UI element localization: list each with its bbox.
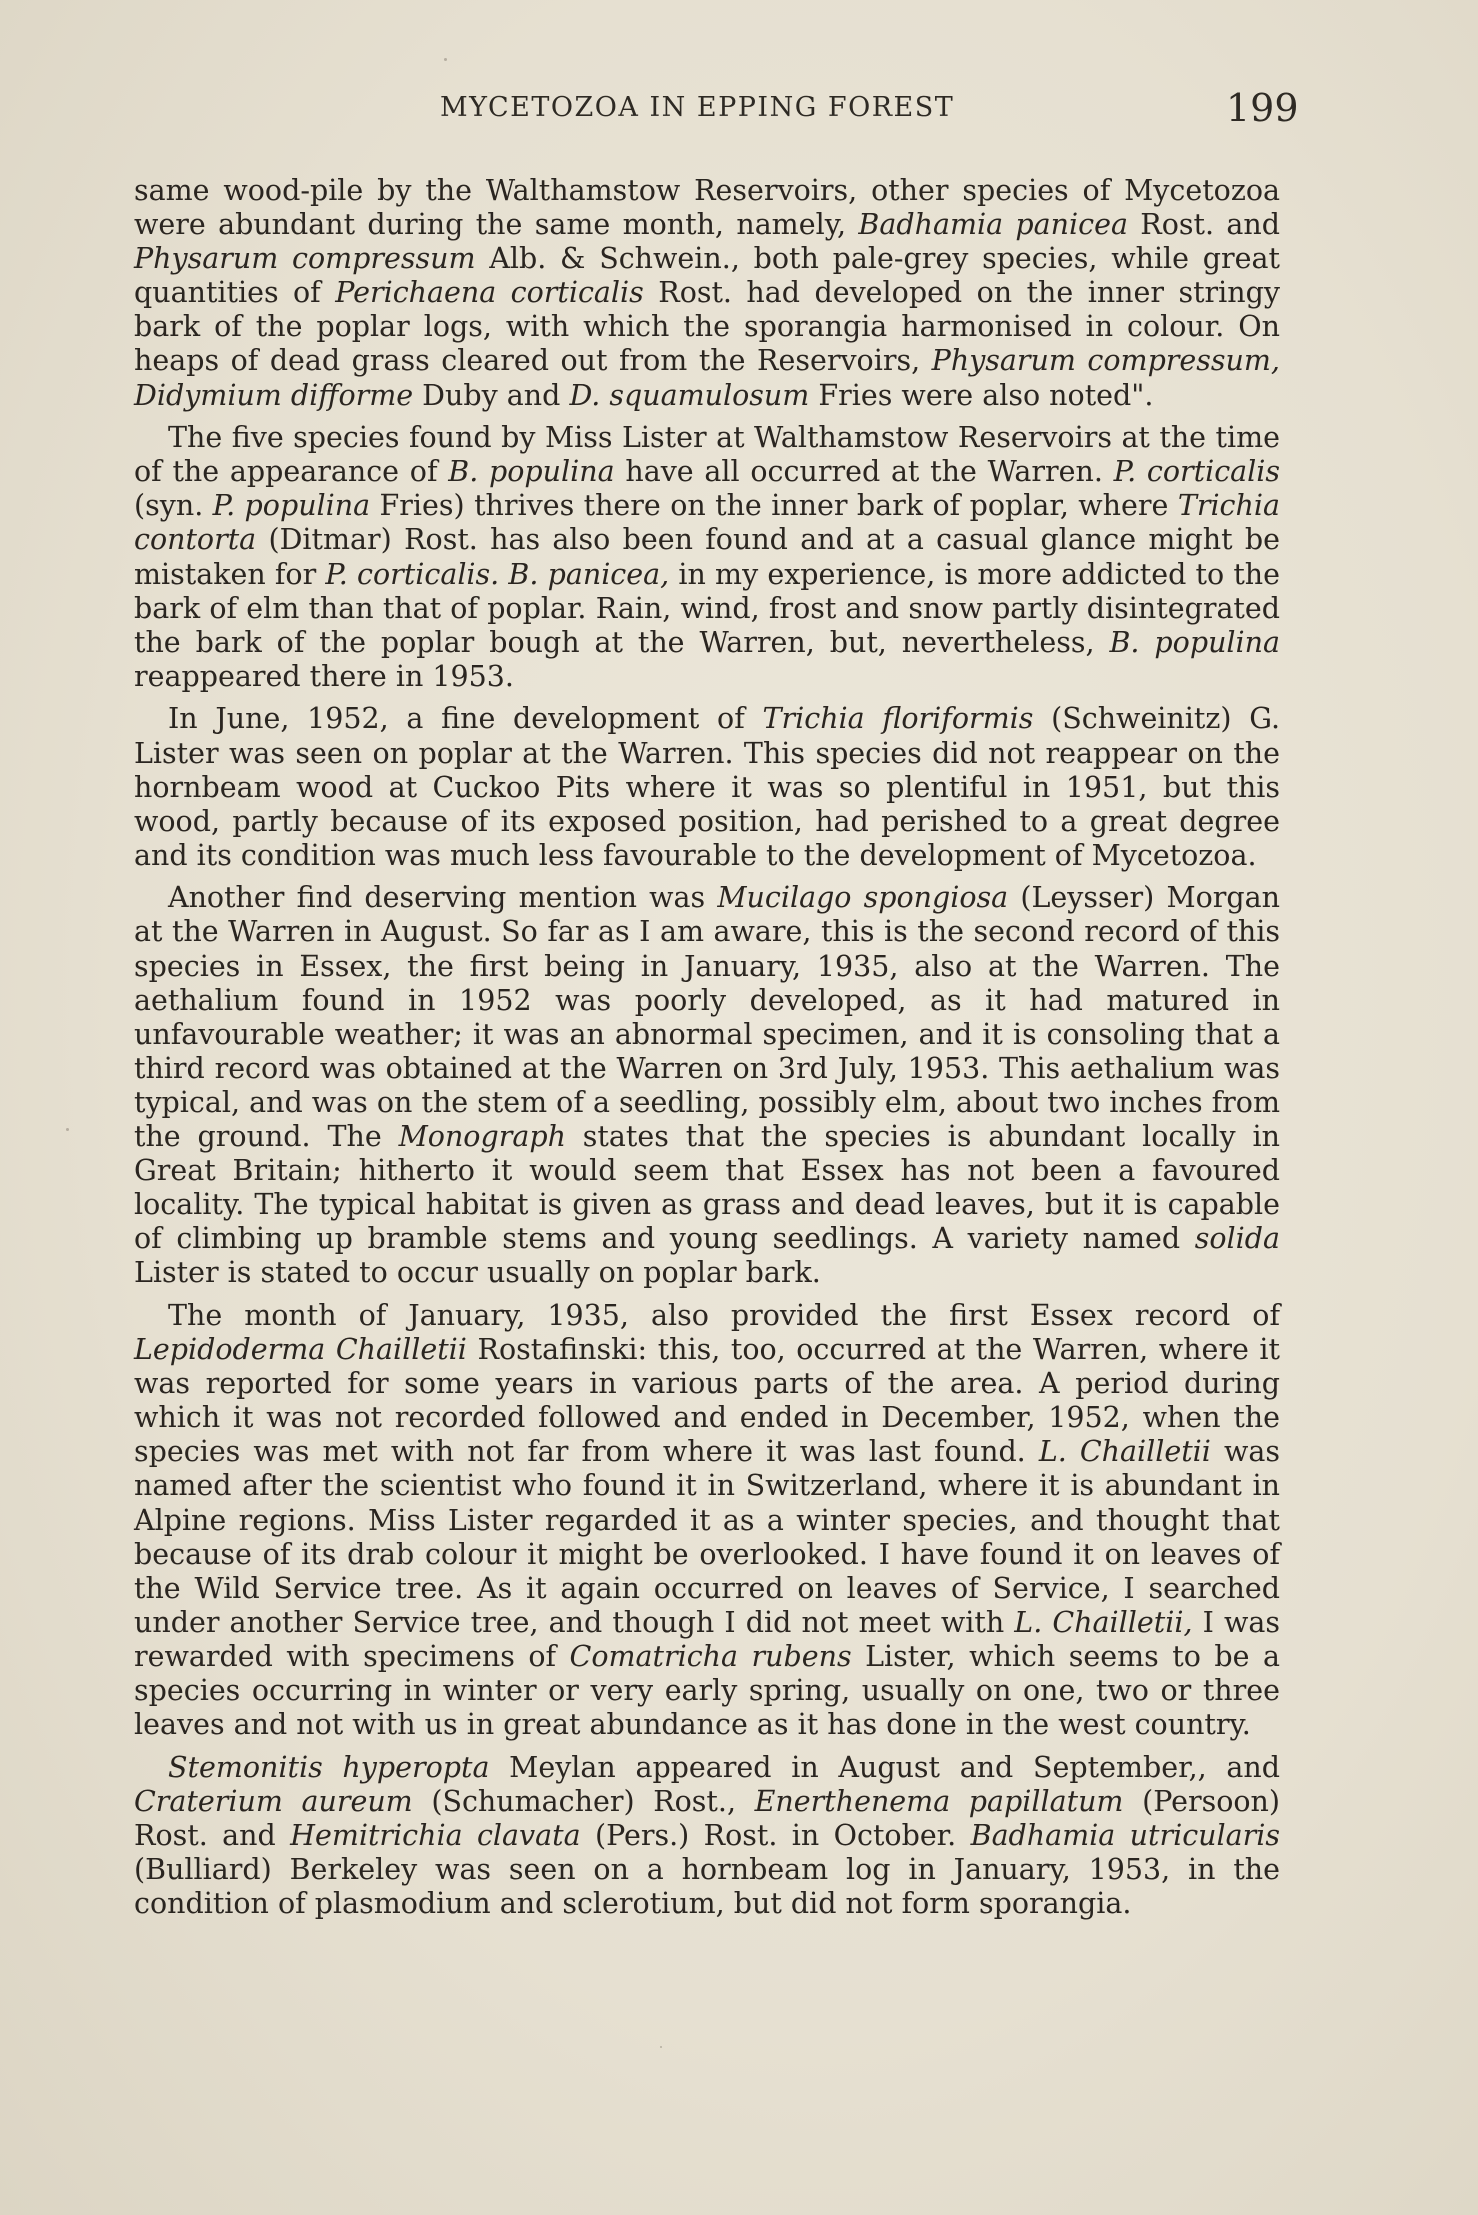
text-run: Alb. & Schwein., both pale-grey species, while great quantities of — [134, 242, 1280, 310]
text-run: (syn. — [134, 489, 213, 523]
page-number: 199 — [1226, 86, 1299, 130]
text-run: The five species found by Miss Lister at Walthamstow Reservoirs at the time of the appearance of — [134, 421, 1280, 489]
italic-run: B. populina — [448, 455, 615, 489]
running-header — [0, 86, 1478, 130]
italic-run: L. Chailletii — [1038, 1435, 1211, 1469]
text-run: I was rewarded with specimens of — [134, 1605, 1281, 1673]
text-run: (Schweinitz) G. Lister was seen on poplar at the Warren. This species did not reappear on the hornbeam wood at Cuckoo Pits where it was so plentiful in 1951, but this wood, partly because of its exposed position, had perished to a great degree and its condition was much less favourable to the development of Mycetozoa. — [134, 702, 1281, 872]
text-run: Another find deserving mention was — [168, 881, 718, 915]
italic-run: solida — [1194, 1222, 1280, 1256]
text-run: In June, 1952, a fine development of — [168, 702, 763, 736]
italic-run: Enerthenema papillatum — [754, 1784, 1124, 1818]
text-run: in my experience, is more addicted to the bark of elm than that of poplar. Rain, wind, frost and snow partly disintegrated the bark of the poplar bough at the Warren, but, nevertheless, — [134, 557, 1280, 659]
italic-run: Physarum compressum, Didymium difforme — [134, 344, 1280, 412]
paragraph — [134, 1751, 1280, 1921]
italic-run: Perichaena corticalis — [335, 276, 644, 310]
text-run: Duby and — [413, 378, 570, 412]
italic-run: Stemonitis hyperopta — [168, 1750, 490, 1784]
italic-run: Badhamia panicea — [858, 208, 1128, 242]
text-run: Meylan appeared in August and September,, and — [489, 1750, 1280, 1784]
italic-run: D. squamulosum — [569, 378, 810, 412]
print-speck — [660, 2046, 662, 2048]
text-run: was named after the scientist who found it in Switzerland, where it is abundant in Alpine regions. Miss Lister regarded it as a winter species, and thought that because of its drab colour it might be overlooked. I have found it on leaves of the Wild Service tree. As it again occurred on leaves of Service, I searched under another Service tree, and though I did not meet with — [134, 1435, 1280, 1639]
text-run: Rost. had developed on the inner stringy bark of the poplar logs, with which the sporangia harmonised in colour. On heaps of dead grass cleared out from the Reservoirs, — [134, 276, 1280, 378]
italic-run: Comatricha rubens — [569, 1639, 852, 1673]
text-run: (Ditmar) Rost. has also been found and at a casual glance might be mistaken for — [134, 523, 1280, 591]
running-title: MYCETOZOA IN EPPING FOREST — [440, 92, 955, 123]
italic-run: B. populina — [1109, 625, 1280, 659]
print-speck — [444, 58, 447, 61]
italic-run: Lepidoderma Chailletii — [134, 1333, 467, 1367]
body-text — [134, 174, 1280, 1930]
text-run: Rostafinski: this, too, occurred at the Warren, where it was reported for some years in various parts of the area. A period during which it was not recorded followed and ended in December, 1952, when the species was met with not far from where it was last found. — [134, 1333, 1280, 1469]
text-run: (Persoon) Rost. and — [134, 1784, 1280, 1852]
text-run: reappeared there in 1953. — [134, 659, 514, 693]
text-run: The month of January, 1935, also provided the first Essex record of — [168, 1299, 1280, 1332]
text-run: states that the species is abundant locally in Great Britain; hitherto it would seem that Essex has not been a favoured locality. The typical habitat is given as grass and dead leaves, but it is capable of climbing up bramble stems and young seedlings. A variety named — [134, 1120, 1281, 1256]
italic-run: Monograph — [398, 1120, 566, 1154]
text-run: (Bulliard) Berkeley was seen on a hornbeam log in January, 1953, in the condition of plasmodium and sclerotium, but did not form sporangia. — [134, 1853, 1280, 1921]
italic-run: Mucilago spongiosa — [717, 881, 1009, 915]
italic-run: Badhamia utricularis — [970, 1818, 1280, 1852]
italic-run: P. corticalis. B. panicea, — [325, 557, 670, 591]
italic-run: P. corticalis — [1113, 455, 1281, 489]
print-speck — [66, 1128, 69, 1131]
italic-run: Trichia floriformis — [762, 702, 1034, 736]
text-run: Lister is stated to occur usually on poplar bark. — [134, 1256, 821, 1290]
text-run: (Pers.) Rost. in October. — [580, 1818, 971, 1852]
text-run: same wood-pile by the Walthamstow Reservoirs, other species of Mycetozoa were abundant during the same month, namely, — [134, 174, 1280, 242]
italic-run: Trichia contorta — [134, 489, 1280, 557]
text-run: Fries) thrives there on the inner bark of poplar, where — [370, 489, 1178, 523]
italic-run: P. populina — [212, 489, 371, 523]
text-run: Rost. and — [1127, 208, 1280, 242]
text-run: have all occurred at the Warren. — [614, 455, 1114, 489]
text-run: Fries were also noted". — [809, 378, 1154, 412]
paragraph — [134, 421, 1280, 694]
italic-run: Craterium aureum — [134, 1784, 413, 1818]
paragraph — [134, 881, 1280, 1290]
paragraph — [134, 702, 1280, 872]
italic-run: Hemitrichia clavata — [290, 1818, 581, 1852]
paragraph — [134, 1299, 1280, 1742]
paragraph — [134, 174, 1280, 413]
text-run: (Leysser) Morgan at the Warren in August. So far as I am aware, this is the second record of this species in Essex, the first being in January, 1935, also at the Warren. The aethalium found in 1952 was poorly developed, as it had matured in unfavourable weather; it was an abnormal specimen, and it is consoling that a third record was obtained at the Warren on 3rd July, 1953. This aethalium was typical, and was on the stem of a seedling, possibly elm, about two inches from the ground. The — [134, 881, 1280, 1154]
italic-run: Physarum compressum — [134, 242, 476, 276]
text-run: (Schumacher) Rost., — [412, 1784, 755, 1818]
text-run: Lister, which seems to be a species occurring in winter or very early spring, usually on one, two or three leaves and not with us in great abundance as it has done in the west country. — [134, 1639, 1280, 1742]
italic-run: L. Chailletii, — [1014, 1605, 1193, 1639]
